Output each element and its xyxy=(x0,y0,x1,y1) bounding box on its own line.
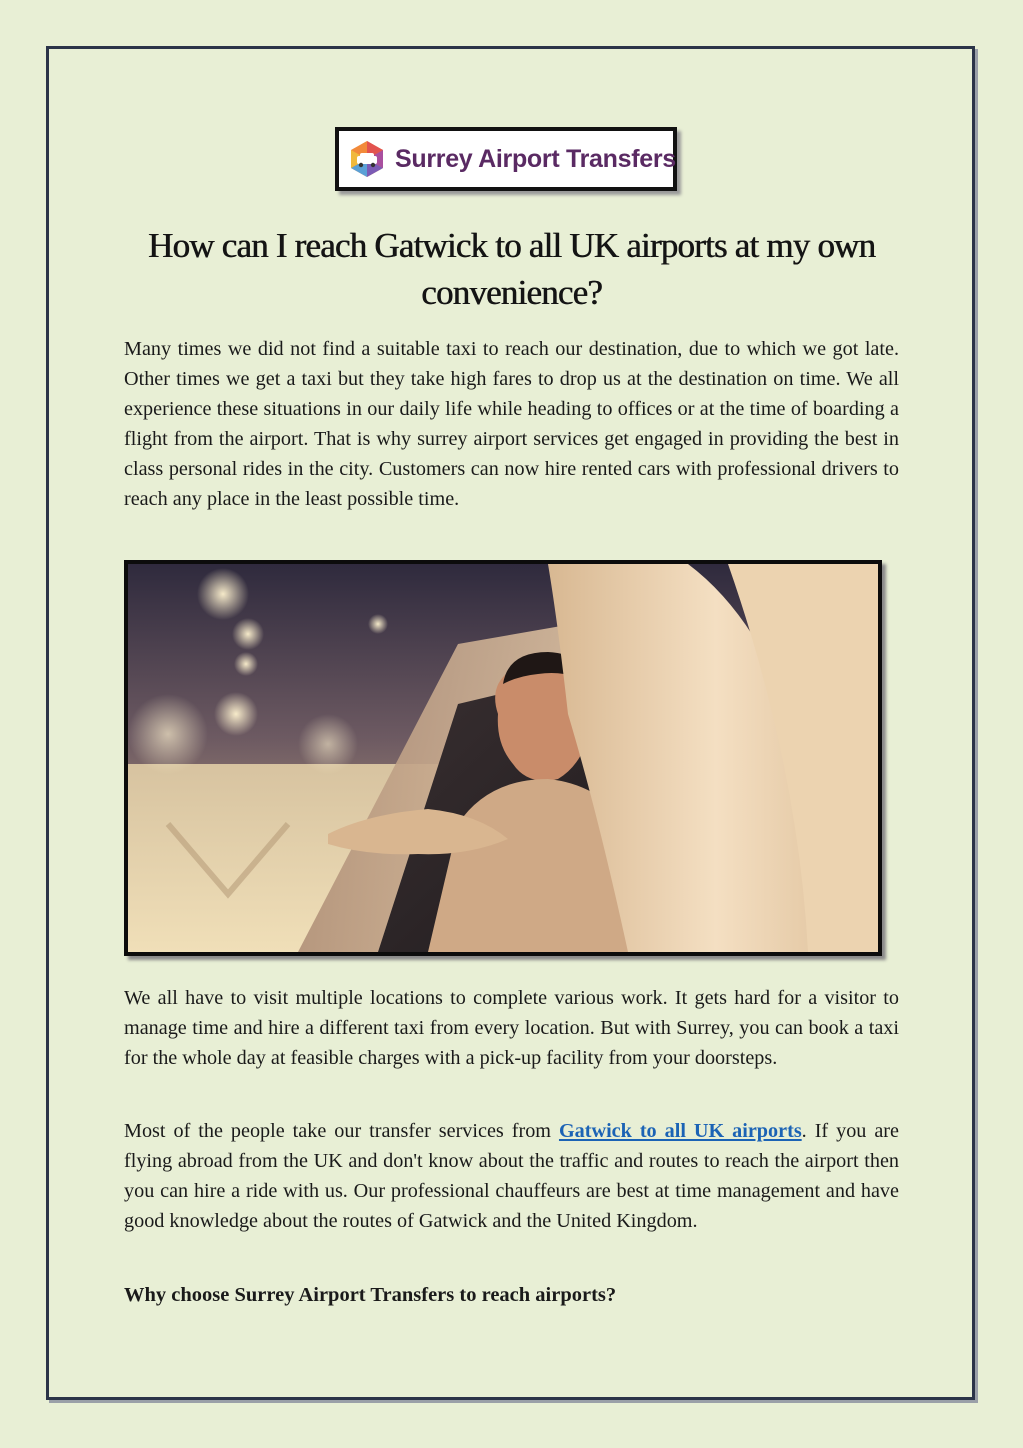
transfer-text-lead: Most of the people take our transfer services from xyxy=(124,1120,559,1142)
intro-paragraph: Many times we did not find a suitable taxi to reach our destination, due to which we got late. Other times we get a taxi but they take high fares to drop us at the destination on time. We all experience these situations in our daily life while heading to offices or at the time of boarding a flight from the airport. That is why surrey airport services get engaged in providing the best in class personal rides in the city. Customers can now hire rented cars with professional drivers to reach any place in the least possible time. xyxy=(124,338,899,510)
transfer-paragraph xyxy=(124,1116,899,1236)
gatwick-airports-link[interactable]: Gatwick to all UK airports xyxy=(558,1120,802,1142)
brand-logo xyxy=(335,127,677,191)
man-in-car-photo xyxy=(124,560,882,956)
brand-name: Surrey Airport Transfers xyxy=(395,144,676,173)
taxi-badge-icon xyxy=(347,139,387,179)
transfer-text-rest: . If you are flying abroad from the UK and don't know about the traffic and routes to reach the airport then you can hire a ride with us. Our professional chauffeurs are best at time management and have good knowledge about the routes of Gatwick and the United Kingdom. xyxy=(124,1120,899,1232)
body-paragraph: We all have to visit multiple locations to complete various work. It gets hard for a visitor to manage time and hire a different taxi from every location. But with Surrey, you can book a taxi for the whole day at feasible charges with a pick-up facility from your doorsteps. xyxy=(124,987,899,1069)
section-heading: Why choose Surrey Airport Transfers to reach airports? xyxy=(124,1284,617,1306)
page-title: How can I reach Gatwick to all UK airports at my own convenience? xyxy=(147,226,876,312)
